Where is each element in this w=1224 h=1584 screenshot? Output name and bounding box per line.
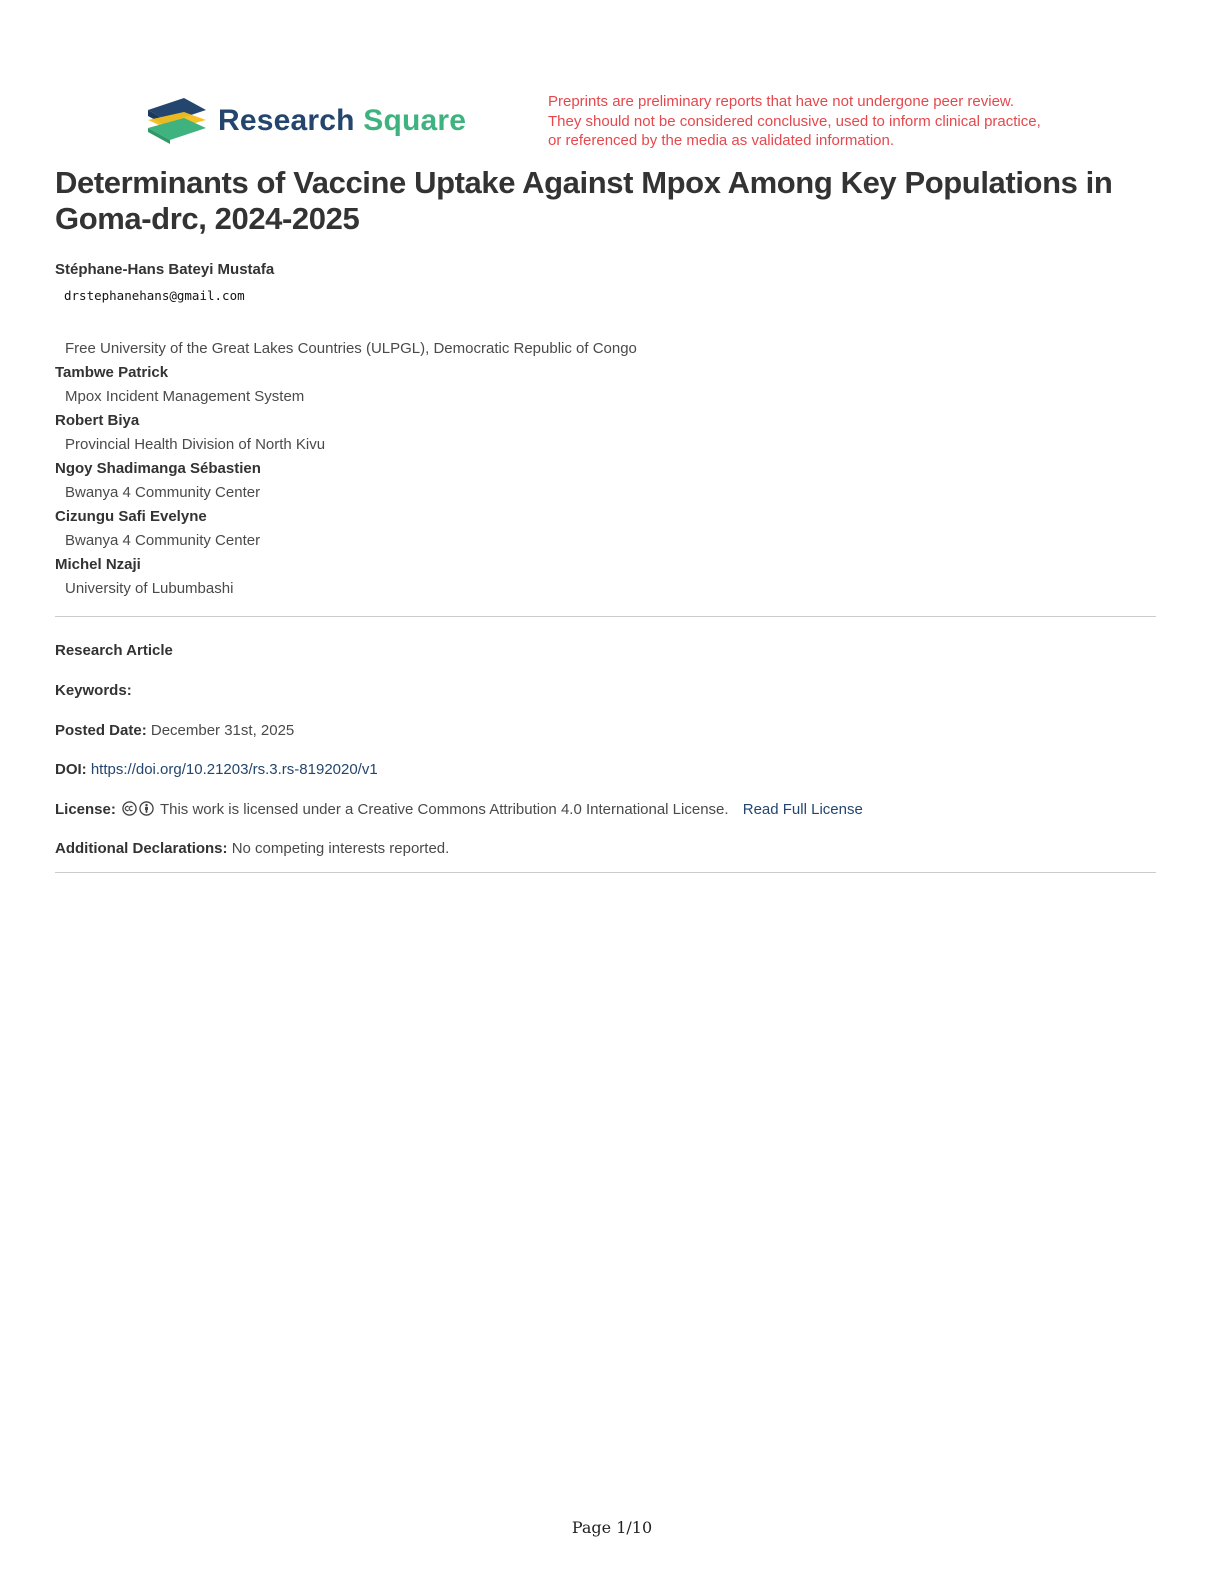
keywords-label: Keywords: xyxy=(55,682,132,699)
doi-row xyxy=(55,760,1156,780)
author-affiliation: Bwanya 4 Community Center xyxy=(65,484,261,501)
author-name: Ngoy Shadimanga Sébastien xyxy=(55,460,261,477)
author-name: Stéphane-Hans Bateyi Mustafa xyxy=(55,261,275,278)
author-entry xyxy=(55,409,1165,457)
research-square-logo-icon xyxy=(148,98,206,144)
posted-date-value: December 31st, 2025 xyxy=(150,722,295,739)
license-text: This work is licensed under a Creative Commons Attribution 4.0 International License. xyxy=(159,801,729,818)
author-entry xyxy=(55,505,1165,553)
logo-wordmark xyxy=(218,103,466,139)
keywords-row xyxy=(55,681,1156,701)
read-full-license-link[interactable]: Read Full License xyxy=(742,801,863,818)
author-name: Robert Biya xyxy=(55,412,140,429)
logo-word-square: Square xyxy=(363,104,467,137)
license-label: License: xyxy=(55,801,116,818)
posted-date-label: Posted Date: xyxy=(55,722,147,739)
author-entry xyxy=(55,553,1165,601)
section-divider xyxy=(55,872,1156,873)
author-affiliation: Free University of the Great Lakes Countries (ULPGL), Democratic Republic of Congo xyxy=(65,340,637,357)
author-affiliation: Mpox Incident Management System xyxy=(65,388,305,405)
disclaimer-line: Preprints are preliminary reports that have not undergone peer review. xyxy=(548,93,1015,110)
author-name: Cizungu Safi Evelyne xyxy=(55,508,207,525)
cc-icon xyxy=(122,801,137,816)
author-affiliation: Provincial Health Division of North Kivu xyxy=(65,436,326,453)
article-title: Determinants of Vaccine Uptake Against Mpox Among Key Populations in Goma-drc, 2024-2025 xyxy=(55,165,1113,236)
page-header xyxy=(148,92,1088,152)
posted-date-row xyxy=(55,721,1156,741)
logo-word-research: Research xyxy=(218,104,355,137)
license-row xyxy=(55,800,1156,820)
author-entry xyxy=(55,457,1165,505)
author-affiliation: Bwanya 4 Community Center xyxy=(65,532,261,549)
attribution-icon xyxy=(139,801,154,816)
author-list xyxy=(55,258,1165,601)
section-divider xyxy=(55,616,1156,617)
article-type xyxy=(55,641,1156,661)
declarations-row xyxy=(55,839,1156,859)
research-square-logo[interactable] xyxy=(148,98,466,144)
page-number: Page 1/10 xyxy=(571,1518,653,1537)
author-email[interactable]: drstephanehans@gmail.com xyxy=(64,288,245,303)
declarations-label: Additional Declarations: xyxy=(55,840,228,857)
license-icons xyxy=(122,801,154,816)
doi-link[interactable]: https://doi.org/10.21203/rs.3.rs-8192020/v1 xyxy=(90,761,378,778)
article-type-label: Research Article xyxy=(55,642,173,659)
author-affiliation: University of Lubumbashi xyxy=(65,580,234,597)
preprint-disclaimer xyxy=(548,92,1041,151)
disclaimer-line: or referenced by the media as validated information. xyxy=(548,132,895,149)
declarations-value: No competing interests reported. xyxy=(231,840,450,857)
disclaimer-line: They should not be considered conclusive, used to inform clinical practice, xyxy=(548,112,1041,130)
author-entry xyxy=(55,258,1165,361)
author-entry xyxy=(55,361,1165,409)
author-name: Michel Nzaji xyxy=(55,556,141,573)
doi-label: DOI: xyxy=(55,761,87,778)
author-name: Tambwe Patrick xyxy=(55,364,169,381)
